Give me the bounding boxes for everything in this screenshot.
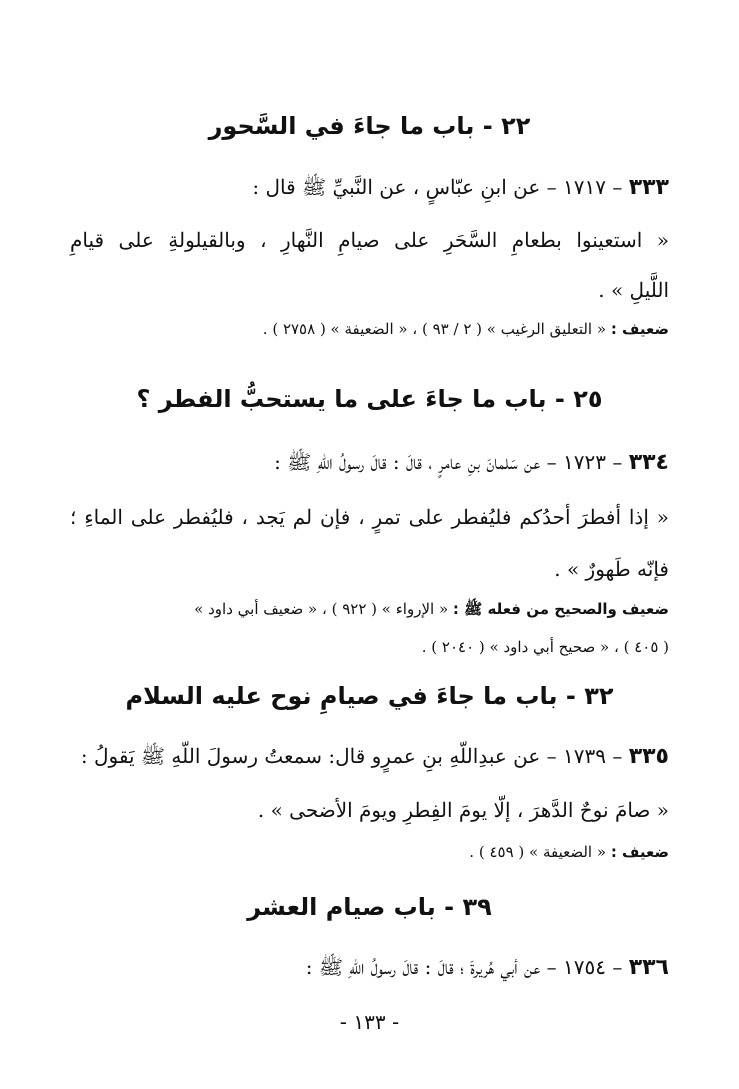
section-title: ٣٩ - باب صيام العشر [247, 893, 492, 921]
hadith-text-line: « صامَ نوحٌ الدَّهرَ ، إلّا يومَ الفِطرِ ويومَ الأضحى » . [257, 798, 669, 822]
hadith-text-line: فإنّه طَهورٌ » . [554, 557, 669, 581]
hadith-chain: – ١٧٢٣ – عن سَلمانَ بنِ عامرٍ ، قالَ : قالَ رسولُ اللّهِ ﷺ : [274, 450, 623, 474]
grade-line [70, 843, 669, 861]
grade-label: ضعيف : [610, 320, 669, 338]
hadith-header [70, 744, 669, 773]
hadith-header [70, 955, 669, 984]
grade-line [70, 600, 669, 622]
grade-label: ضعيف والصحيح من فعله ﷺ : [452, 600, 669, 618]
hadith-number: ٣٣٥ [628, 744, 669, 769]
hadith-number: ٣٣٤ [628, 450, 669, 475]
grade-line: ( ٤٠٥ ) ، « صحيح أبي داود » ( ٢٠٤٠ ) . [421, 638, 669, 656]
section-title: ٣٢ - باب ما جاءَ في صيامِ نوح عليه السلام [125, 682, 614, 710]
grade-label: ضعيف : [610, 843, 669, 861]
grade-references: « الإرواء » ( ٩٢٢ ) ، « ضعيف أبي داود » [194, 600, 449, 618]
hadith-number: ٣٣٣ [628, 175, 669, 200]
hadith-chain: – ١٧٥٤ – عن أبي هُريرةَ ؛ قالَ : قالَ رسولُ اللّهِ ﷺ : [305, 955, 623, 979]
hadith-chain: – ١٧١٧ – عن ابنِ عبّاسٍ ، عن النَّبيِّ ﷺ قال : [252, 175, 623, 199]
grade-line [70, 320, 669, 338]
hadith-number: ٣٣٦ [628, 955, 669, 980]
section-title: ٢٢ - باب ما جاءَ في السَّحور [208, 112, 531, 140]
hadith-text-line: اللَّيلِ » . [598, 278, 669, 302]
grade-references: « التعليق الرغيب » ( ٢ / ٩٣ ) ، « الضعيفة » ( ٢٧٥٨ ) . [262, 320, 607, 338]
hadith-header [70, 450, 669, 479]
hadith-text-line: « إذا أفطرَ أحدُكم فليُفطر على تمرٍ ، فإن لم يَجد ، فليُفطر على الماءِ ؛ [70, 505, 669, 529]
hadith-chain: – ١٧٣٩ – عن عبدِاللّهِ بنِ عمرٍو قال: سمعتُ رسولَ اللّهِ ﷺ يَقولُ : [80, 744, 623, 768]
hadith-text-line: « استعينوا بطعامِ السَّحَرِ على صيامِ النَّهارِ ، وبالقيلولةِ على قيامِ [70, 228, 669, 252]
section-title: ٢٥ - باب ما جاءَ على ما يستحبُّ الفطر ؟ [136, 385, 603, 413]
grade-references: « الضعيفة » ( ٤٥٩ ) . [469, 843, 607, 861]
page-number: - ١٣٣ - [339, 1010, 400, 1034]
hadith-header [70, 175, 669, 204]
